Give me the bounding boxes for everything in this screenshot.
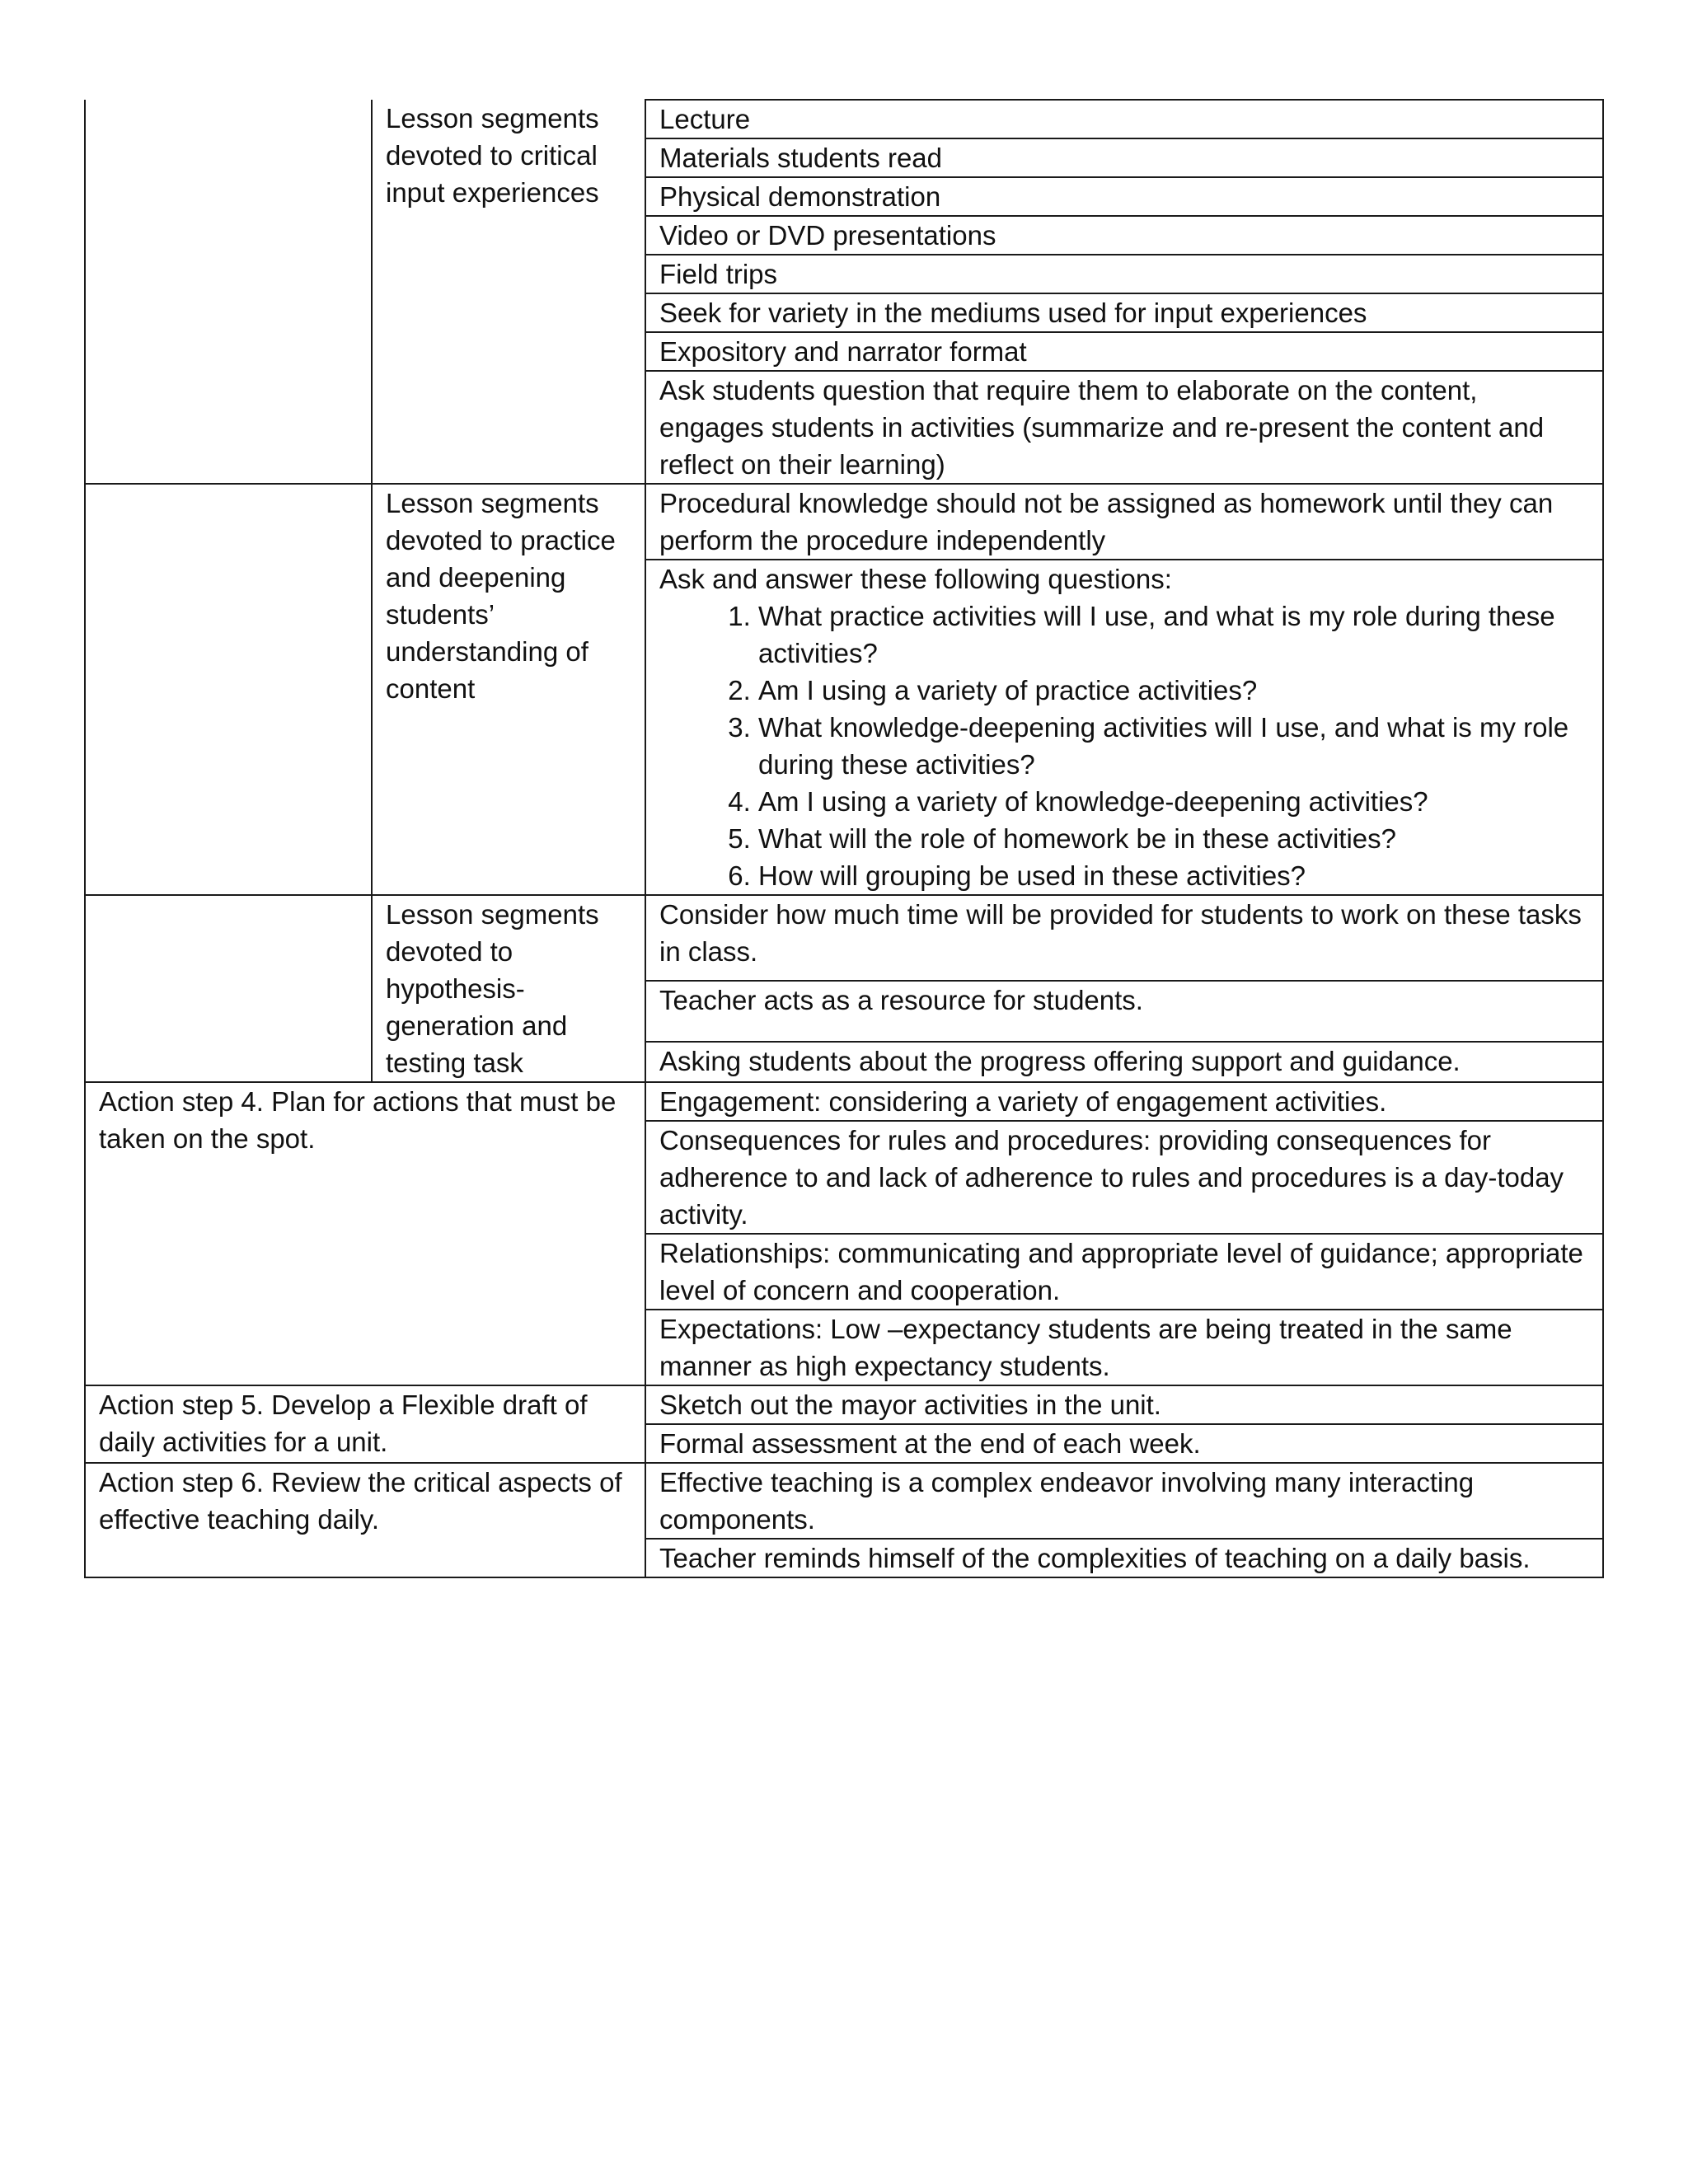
left-cell-blank bbox=[85, 100, 372, 484]
table-cell: Engagement: considering a variety of engagement activities. bbox=[645, 1082, 1603, 1121]
list-item: 1. What practice activities will I use, and what is my role during these activities? bbox=[758, 598, 1589, 672]
table-row bbox=[85, 895, 1603, 981]
questions-intro: Ask and answer these following questions: bbox=[659, 564, 1172, 594]
table-cell: Effective teaching is a complex endeavor involving many interacting components. bbox=[645, 1463, 1603, 1539]
planning-table bbox=[84, 99, 1604, 1578]
table-cell: Procedural knowledge should not be assigned as homework until they can perform the procedure independently bbox=[645, 484, 1603, 560]
table-cell: Relationships: communicating and appropriate level of guidance; appropriate level of concern and cooperation. bbox=[645, 1234, 1603, 1310]
table-cell: Field trips bbox=[645, 255, 1603, 293]
list-item: 2. Am I using a variety of practice activities? bbox=[758, 672, 1589, 709]
left-cell-blank bbox=[85, 484, 372, 895]
table-cell: Consider how much time will be provided for students to work on these tasks in class. bbox=[645, 895, 1603, 981]
table-cell: Lecture bbox=[645, 100, 1603, 138]
questions-cell bbox=[645, 560, 1603, 895]
table-cell: Materials students read bbox=[645, 138, 1603, 177]
table-cell: Teacher reminds himself of the complexities of teaching on a daily basis. bbox=[645, 1539, 1603, 1577]
lesson-segment-cell: Lesson segments devoted to practice and deepening students’ understanding of content bbox=[372, 484, 645, 895]
table-cell: Formal assessment at the end of each week. bbox=[645, 1424, 1603, 1463]
table-cell: Ask students question that require them to elaborate on the content, engages students in activities (summarize and re-present the content and reflect on their learning) bbox=[645, 371, 1603, 484]
table-cell: Expectations: Low –expectancy students are being treated in the same manner as high expectancy students. bbox=[645, 1310, 1603, 1385]
action-step-cell: Action step 6. Review the critical aspects of effective teaching daily. bbox=[85, 1463, 645, 1577]
table-cell: Expository and narrator format bbox=[645, 332, 1603, 371]
table-cell: Consequences for rules and procedures: providing consequences for adherence to and lack of adherence to rules and procedures is a day-today activity. bbox=[645, 1121, 1603, 1234]
left-cell-blank bbox=[85, 895, 372, 1082]
action-step-cell: Action step 4. Plan for actions that must be taken on the spot. bbox=[85, 1082, 645, 1385]
table-row bbox=[85, 1082, 1603, 1121]
table-row bbox=[85, 484, 1603, 560]
list-item: 6. How will grouping be used in these activities? bbox=[758, 857, 1589, 894]
lesson-segment-cell: Lesson segments devoted to hypothesis-generation and testing task bbox=[372, 895, 645, 1082]
list-item: 3. What knowledge-deepening activities will I use, and what is my role during these activities? bbox=[758, 709, 1589, 783]
table-cell: Physical demonstration bbox=[645, 177, 1603, 216]
table-row bbox=[85, 100, 1603, 138]
action-step-cell: Action step 5. Develop a Flexible draft of daily activities for a unit. bbox=[85, 1385, 645, 1463]
table-cell: Video or DVD presentations bbox=[645, 216, 1603, 255]
lesson-segment-cell: Lesson segments devoted to critical input experiences bbox=[372, 100, 645, 484]
table-cell: Seek for variety in the mediums used for input experiences bbox=[645, 293, 1603, 332]
table-cell: Asking students about the progress offering support and guidance. bbox=[645, 1042, 1603, 1082]
table-cell: Sketch out the mayor activities in the unit. bbox=[645, 1385, 1603, 1424]
list-item: 5. What will the role of homework be in these activities? bbox=[758, 820, 1589, 857]
questions-list bbox=[659, 598, 1589, 894]
table-row bbox=[85, 1385, 1603, 1424]
list-item: 4. Am I using a variety of knowledge-deepening activities? bbox=[758, 783, 1589, 820]
table-cell: Teacher acts as a resource for students. bbox=[645, 981, 1603, 1042]
table-row bbox=[85, 1463, 1603, 1539]
